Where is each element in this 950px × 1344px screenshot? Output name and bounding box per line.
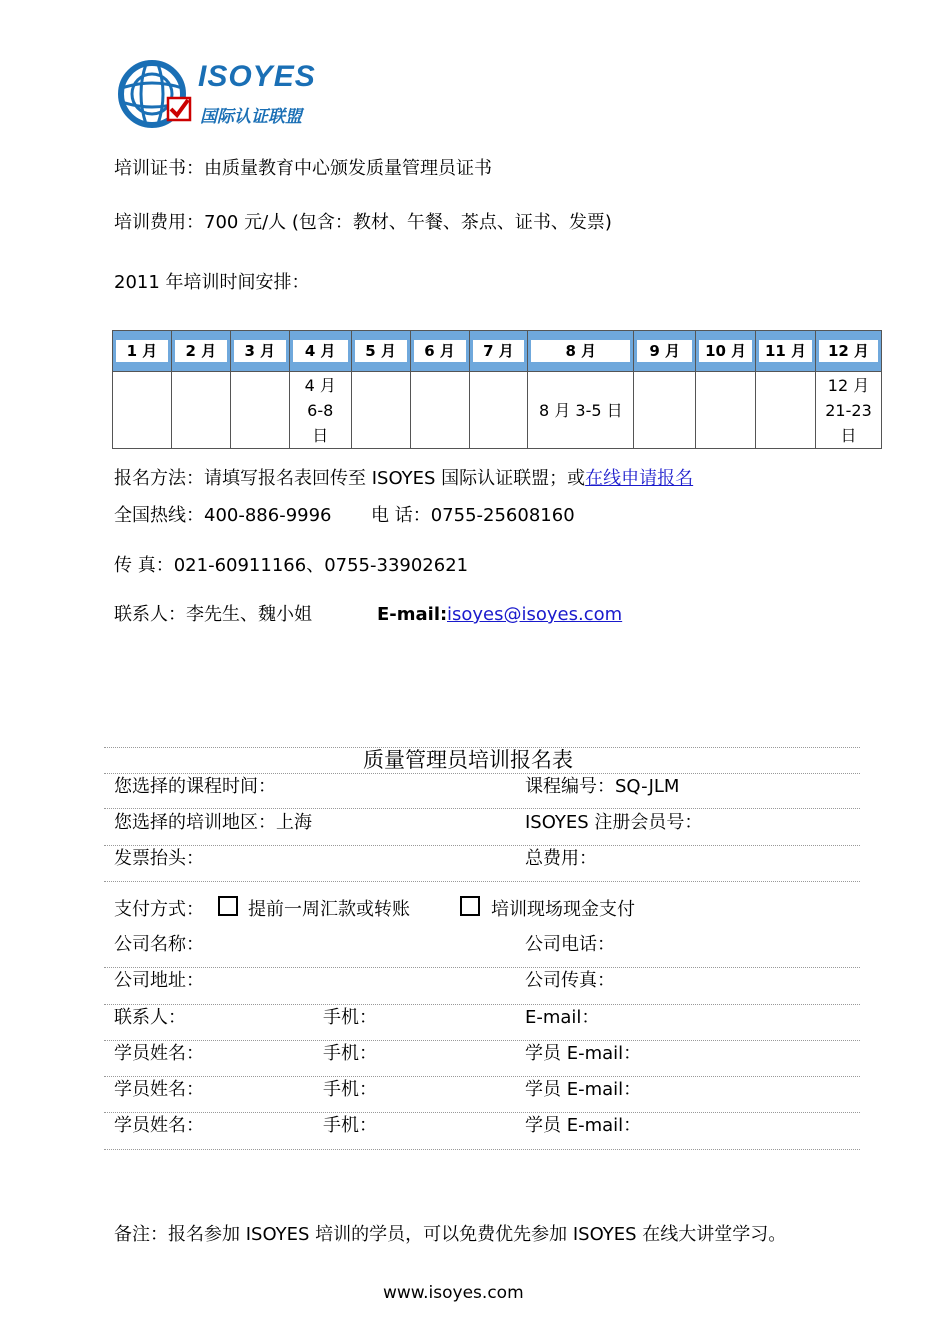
phone: 电 话：0755-25608160 [371,505,575,526]
form-divider [104,881,860,882]
form-divider [104,1112,860,1113]
student-name-field[interactable]: 学员姓名： [114,1043,204,1064]
date-cell [351,372,410,449]
form-divider [104,808,860,809]
month-label: 8 月 [531,340,630,362]
date-cell: 4 月 6-8 日 [289,372,351,449]
invoice-title-field[interactable]: 发票抬头： [114,848,204,869]
form-divider [104,845,860,846]
student-email-field[interactable]: 学员 E-mail： [525,1043,642,1064]
online-signup-link[interactable]: 在线申请报名 [585,468,694,489]
region-field[interactable]: 您选择的培训地区：上海 [114,812,312,833]
schedule-table [112,330,882,449]
date-cell: 8 月 3-5 日 [528,372,634,449]
pay-advance-checkbox[interactable] [218,896,238,916]
month-label: 1 月 [116,340,168,362]
month-cell [410,331,469,372]
month-label: 3 月 [234,340,286,362]
date-cell: 12 月 21-23 日 [816,372,882,449]
contact-mobile-field[interactable]: 手机： [323,1007,377,1028]
form-title: 质量管理员培训报名表 [363,748,573,772]
date-cell [469,372,528,449]
fee-info: 培训费用：700 元/人 (包含：教材、午餐、茶点、证书、发票) [114,212,612,233]
student-name-field[interactable]: 学员姓名： [114,1115,204,1136]
student-mobile-field[interactable]: 手机： [323,1079,377,1100]
company-name-field[interactable]: 公司名称： [114,934,204,955]
form-divider [104,1076,860,1077]
form-divider [104,1149,860,1150]
student-mobile-field[interactable]: 手机： [323,1115,377,1136]
contact-person-field[interactable]: 联系人： [114,1007,186,1028]
note: 备注：报名参加 ISOYES 培训的学员，可以免费优先参加 ISOYES 在线大讲堂学习。 [114,1224,787,1245]
company-phone-field[interactable]: 公司电话： [525,934,615,955]
month-label: 11 月 [759,340,812,362]
date-cell [696,372,756,449]
course-code-field: 课程编号：SQ-JLM [525,776,680,797]
form-divider [104,1040,860,1041]
logo-subtitle: 国际认证联盟 [200,107,302,127]
total-fee-field[interactable]: 总费用： [525,848,597,869]
month-label: 2 月 [175,340,227,362]
month-cell [171,331,230,372]
month-label: 9 月 [637,340,692,362]
member-number-field[interactable]: ISOYES 注册会员号： [525,812,703,833]
payment-label: 支付方式： [114,899,204,920]
contact-person: 联系人：李先生、魏小姐 [114,604,312,625]
month-label: 5 月 [355,340,407,362]
student-email-field[interactable]: 学员 E-mail： [525,1079,642,1100]
pay-onsite-checkbox[interactable] [460,896,480,916]
logo-brand: ISOYES [198,60,316,93]
company-fax-field[interactable]: 公司传真： [525,970,615,991]
month-label: 4 月 [293,340,348,362]
month-label: 7 月 [473,340,525,362]
form-divider [104,773,860,774]
email-label: E-mail: [377,604,448,625]
hotline: 全国热线：400-886-9996 [114,505,332,526]
form-divider [104,1004,860,1005]
fax: 传 真：021-60911166、0755-33902621 [114,555,469,576]
date-cell [410,372,469,449]
contact-email-field[interactable]: E-mail： [525,1007,600,1028]
month-label: 10 月 [699,340,752,362]
month-cell [816,331,882,372]
month-cell [756,331,816,372]
month-cell [113,331,172,372]
month-label: 12 月 [819,340,878,362]
date-cell [113,372,172,449]
student-mobile-field[interactable]: 手机： [323,1043,377,1064]
student-name-field[interactable]: 学员姓名： [114,1079,204,1100]
date-cell [171,372,230,449]
schedule-header-row [113,331,882,372]
month-cell [696,331,756,372]
schedule-dates-row [113,372,882,449]
pay-advance-label: 提前一周汇款或转账 [248,899,410,920]
isoyes-logo [116,58,331,130]
schedule-title: 2011 年培训时间安排： [114,272,310,293]
footer-url: www.isoyes.com [383,1283,524,1303]
month-cell [351,331,410,372]
signup-method [114,468,693,490]
student-email-field[interactable]: 学员 E-mail： [525,1115,642,1136]
course-time-field[interactable]: 您选择的课程时间： [114,776,276,797]
month-cell [469,331,528,372]
pay-onsite-label: 培训现场现金支付 [491,899,635,920]
month-cell [634,331,696,372]
month-label: 6 月 [414,340,466,362]
form-divider [104,967,860,968]
month-cell [230,331,289,372]
month-cell [528,331,634,372]
date-cell [756,372,816,449]
email-link[interactable]: isoyes@isoyes.com [447,604,623,625]
month-cell [289,331,351,372]
company-address-field[interactable]: 公司地址： [114,970,204,991]
date-cell [230,372,289,449]
date-cell [634,372,696,449]
certificate-info: 培训证书：由质量教育中心颁发质量管理员证书 [114,158,492,179]
signup-text: 报名方法：请填写报名表回传至 ISOYES 国际认证联盟；或 [114,468,586,489]
